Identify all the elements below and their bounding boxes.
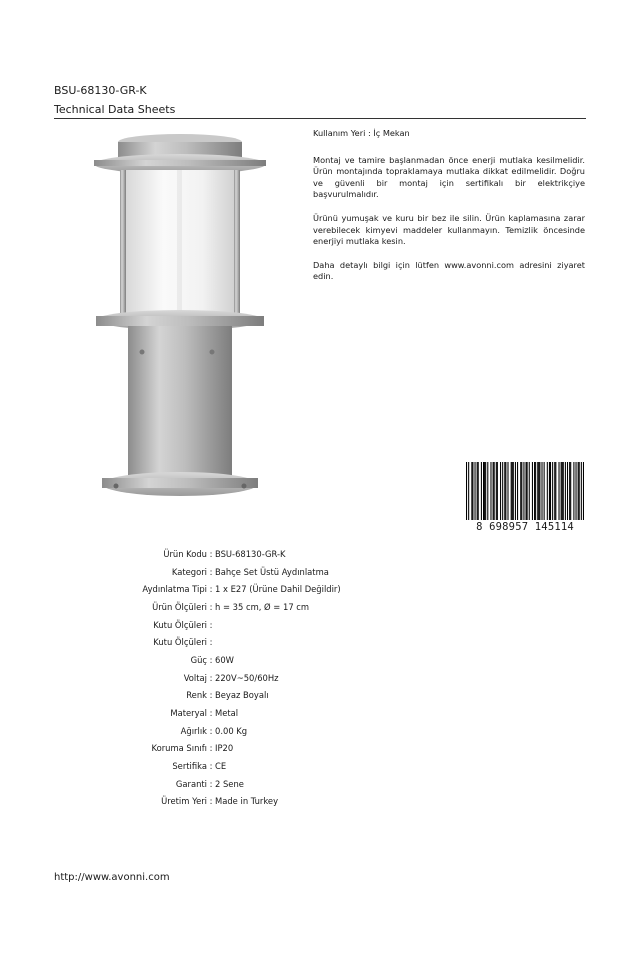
spec-separator: :	[209, 778, 213, 789]
spec-separator: :	[209, 548, 213, 559]
spec-separator: :	[209, 584, 213, 595]
spec-label: Renk	[186, 690, 207, 701]
spec-value: 60W	[215, 654, 234, 665]
spec-separator: :	[209, 761, 213, 772]
spec-label: Kutu Ölçüleri	[153, 637, 207, 648]
spec-label: Sertifika	[172, 761, 207, 772]
installation-warning: Montaj ve tamire başlanmadan önce enerji mutlaka kesilmelidir. Ürün montajında topraklamaya mutlaka dikkat edilmelidir. Doğru ve güvenli bir montaj için sertifikalı bir elektrikçiye başvurulmalıdır.	[313, 154, 585, 200]
spec-label: Üretim Yeri	[161, 796, 207, 807]
spec-row	[60, 563, 415, 581]
spec-value: Made in Turkey	[215, 796, 279, 807]
spec-separator: :	[209, 725, 213, 736]
spec-row	[60, 669, 415, 687]
spec-row	[60, 616, 415, 634]
spec-row	[60, 687, 415, 705]
spec-label: Kutu Ölçüleri	[153, 619, 207, 630]
spec-label: Koruma Sınıfı	[151, 743, 207, 754]
spec-separator: :	[209, 796, 213, 807]
spec-row	[60, 580, 415, 598]
spec-value: 2 Sene	[215, 778, 244, 789]
product-lamp-image	[90, 130, 272, 502]
spec-row	[60, 793, 415, 811]
spec-value: 0.00 Kg	[215, 725, 248, 736]
spec-separator: :	[209, 690, 213, 701]
spec-value: h = 35 cm, Ø = 17 cm	[215, 601, 310, 612]
spec-label: Kategori	[171, 566, 207, 577]
spec-label: Voltaj	[183, 672, 207, 683]
spec-label: Aydınlatma Tipi	[142, 584, 207, 595]
more-info-note: Daha detaylı bilgi için lütfen www.avonni.com adresini ziyaret edin.	[313, 259, 585, 282]
document-subtitle: Technical Data Sheets	[54, 103, 176, 116]
spec-row	[60, 740, 415, 758]
spec-separator: :	[209, 619, 213, 630]
spec-label: Garanti	[175, 778, 207, 789]
spec-value: BSU-68130-GR-K	[215, 548, 286, 559]
spec-label: Ağırlık	[180, 725, 207, 736]
spec-row	[60, 545, 415, 563]
spec-row	[60, 775, 415, 793]
spec-value: CE	[215, 761, 227, 772]
spec-separator: :	[209, 743, 213, 754]
spec-value: 1 x E27 (Ürüne Dahil Değildir)	[215, 584, 341, 595]
spec-row	[60, 757, 415, 775]
spec-row	[60, 722, 415, 740]
spec-row	[60, 704, 415, 722]
spec-value: Metal	[215, 708, 239, 719]
footer-website-link[interactable]: http://www.avonni.com	[54, 872, 170, 883]
spec-row	[60, 633, 415, 651]
spec-row	[60, 598, 415, 616]
spec-separator: :	[209, 672, 213, 683]
barcode-digits: 8 698957 145114	[463, 520, 587, 534]
spec-separator: :	[209, 566, 213, 577]
usage-location: Kullanım Yeri : İç Mekan	[313, 128, 410, 138]
spec-value: Beyaz Boyalı	[215, 690, 269, 701]
spec-value: Bahçe Set Üstü Aydınlatma	[215, 566, 329, 577]
header-divider	[54, 118, 586, 119]
usage-information	[313, 128, 585, 295]
spec-label: Materyal	[170, 708, 207, 719]
spec-label: Ürün Kodu	[163, 548, 207, 559]
spec-separator: :	[209, 708, 213, 719]
spec-row	[60, 651, 415, 669]
specification-table	[60, 545, 415, 810]
cleaning-instructions: Ürünü yumuşak ve kuru bir bez ile silin. Ürün kaplamasına zarar verebilecek kimyevi maddeler kullanmayın. Temizlik öncesinde enerjiyi mutlaka kesin.	[313, 212, 585, 247]
spec-value: 220V~50/60Hz	[215, 672, 279, 683]
spec-value: IP20	[215, 743, 234, 754]
spec-label: Güç	[190, 654, 207, 665]
spec-separator: :	[209, 654, 213, 665]
spec-label: Ürün Ölçüleri	[152, 601, 207, 612]
spec-separator: :	[209, 601, 213, 612]
spec-separator: :	[209, 637, 213, 648]
product-code-heading: BSU-68130-GR-K	[54, 84, 147, 97]
